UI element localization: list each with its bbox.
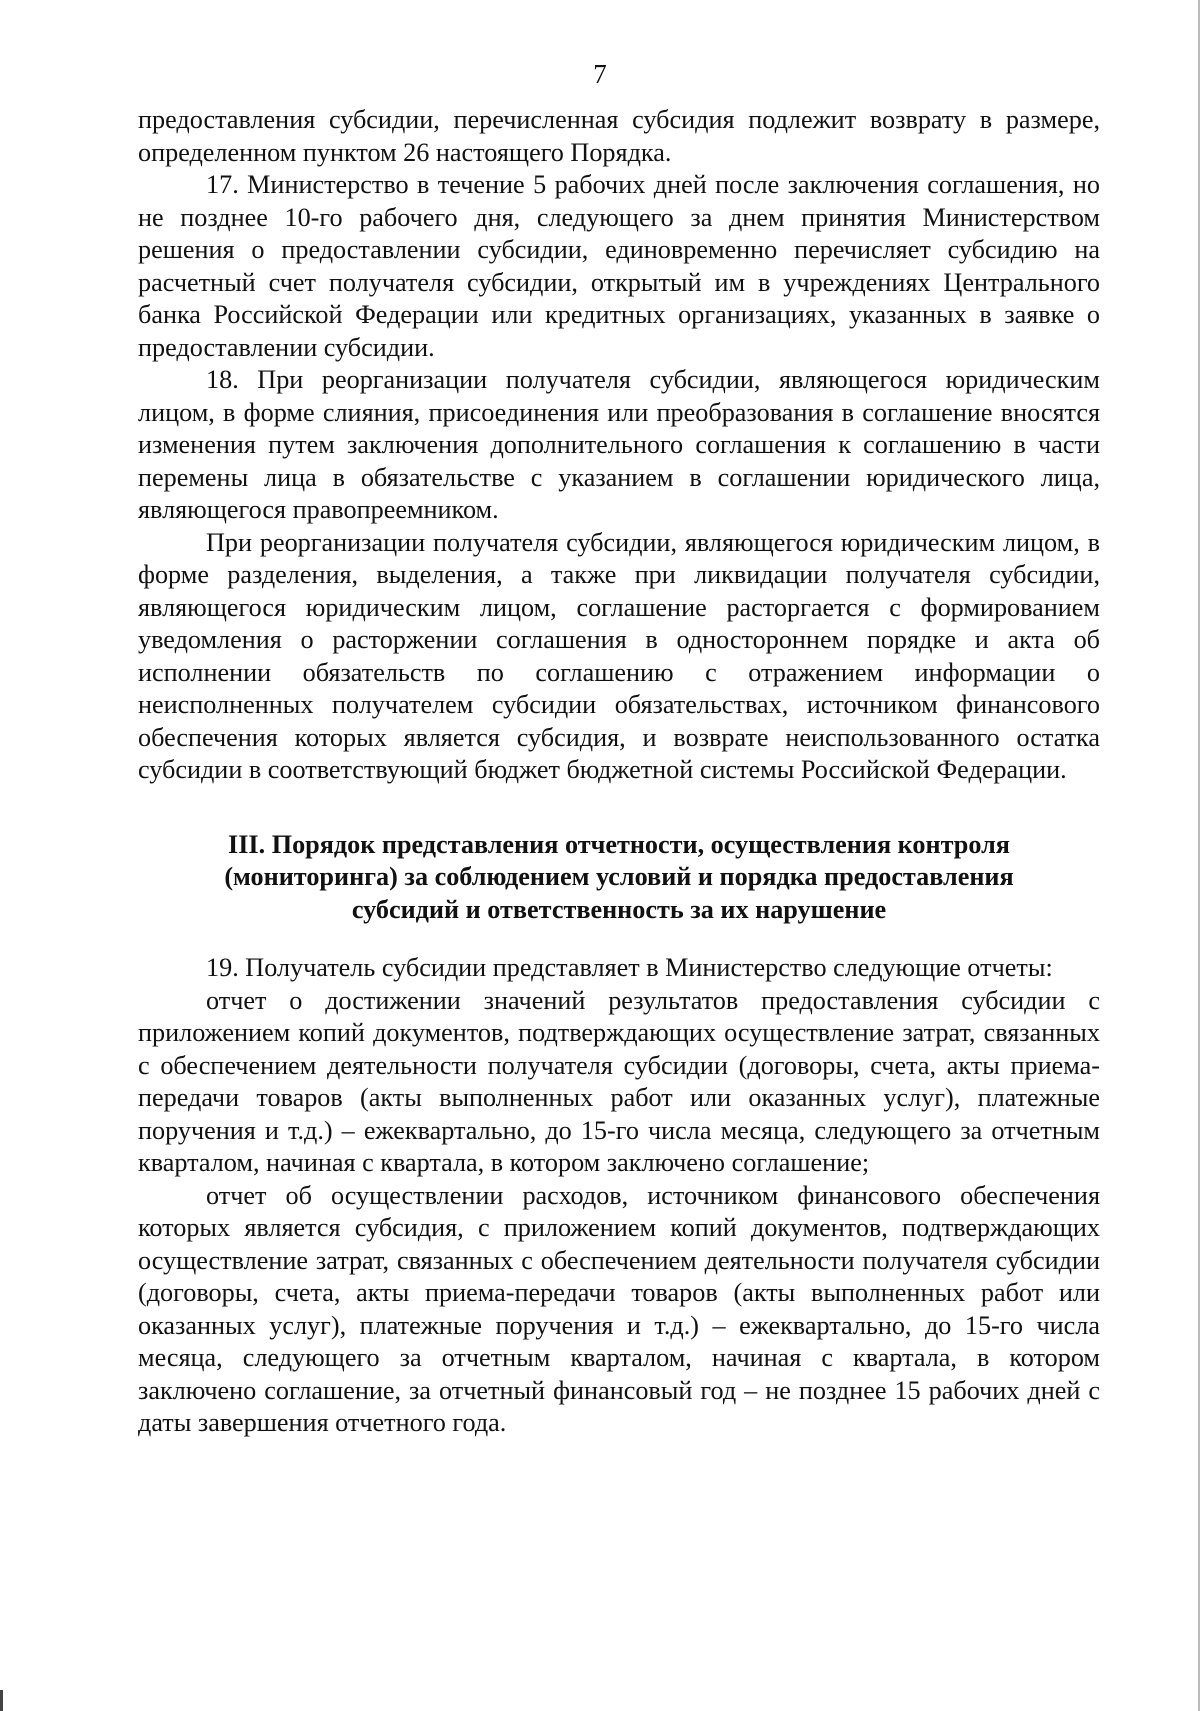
- paragraph-19: 19. Получатель субсидии представляет в Министерство следующие отчеты:: [206, 953, 1053, 982]
- paragraph-19-report-results: отчет о достижении значений результатов предоставления субсидии с приложением копий документов, подтверждающих осуществление затрат, связанных с обеспечением деятельности получателя субсидии (договоры, счета, акты приема-передачи товаров (акты выполненных работ или оказанных услуг), платежные поручения и т.д.) – ежеквартально, до 15-го числа месяца, следующего за отчетным кварталом, начиная с квартала, в котором заключено соглашение;: [138, 985, 1100, 1177]
- paragraph-18-reorganization: При реорганизации получателя субсидии, являющегося юридическим лицом, в форме разделения, выделения, а также при ликвидации получателя субсидии, являющегося юридическим лицом, соглашение расторгается с формированием уведомления о расторжении соглашения в одностороннем порядке и акта об исполнении обязательств по соглашению с отражением информации о неисполненных получателем субсидии обязательствах, источником финансового обеспечения которых является субсидия, и возврате неиспользованного остатка субсидии в соответствующий бюджет бюджетной системы Российской Федерации.: [138, 527, 1100, 784]
- section-heading-line: (мониторинга) за соблюдением условий и порядка предоставления: [224, 862, 1014, 891]
- scan-edge-mark: [0, 1690, 3, 1711]
- section-heading-iii: [138, 829, 1100, 927]
- section-heading-line: субсидий и ответственность за их нарушение: [351, 894, 887, 924]
- paragraph-19-report-expenses: отчет об осуществлении расходов, источником финансового обеспечения которых является субсидия, с приложением копий документов, подтверждающих осуществление затрат, связанных с обеспечением деятельности получателя субсидии (договоры, счета, акты приема-передачи товаров (акты выполненных работ или оказанных услуг), платежные поручения и т.д.) – ежеквартально, до 15-го числа месяца, следующего за отчетным кварталом, начиная с квартала, в котором заключено соглашение, за отчетный финансовый год – не позднее 15 рабочих дней с даты завершения отчетного года.: [138, 1180, 1100, 1437]
- paragraph-18: 18. При реорганизации получателя субсидии, являющегося юридическим лицом, в форме слияния, присоединения или преобразования в соглашение вносятся изменения путем заключения дополнительного соглашения к соглашению в части перемены лица в обязательстве с указанием в соглашении юридического лица, являющегося правопреемником.: [138, 365, 1100, 524]
- section-heading-line: III. Порядок представления отчетности, осуществления контроля: [228, 829, 1010, 859]
- paragraph-17: 17. Министерство в течение 5 рабочих дней после заключения соглашения, но не позднее 10-го рабочего дня, следующего за днем принятия Министерством решения о предоставлении субсидии, единовременно перечисляет субсидию на расчетный счет получателя субсидии, открытый им в учреждениях Центрального банка Российской Федерации или кредитных организациях, указанных в заявке о предоставлении субсидии.: [138, 170, 1100, 362]
- paragraph-continuation: предоставления субсидии, перечисленная субсидия подлежит возврату в размере, определенном пунктом 26 настоящего Порядка.: [138, 105, 1100, 167]
- document-body: [138, 104, 1100, 1440]
- page-number: 7: [593, 59, 607, 89]
